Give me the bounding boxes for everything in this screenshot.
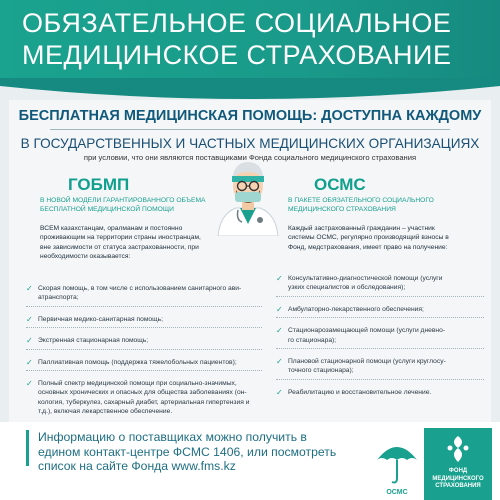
umbrella-icon <box>374 438 420 486</box>
left-body-line: ВСЕМ казахстанцам, оралманам и постоянно <box>40 225 183 232</box>
item-line: узких специалистов и обследования); <box>288 284 406 292</box>
right-note <box>288 196 434 214</box>
header-title-line2: МЕДИЦИНСКОЕ СТРАХОВАНИЕ <box>22 40 452 70</box>
left-body-line: проживающим на территории страны иностранцам, <box>40 234 201 242</box>
item-line: Консультативно-диагностической помощи (услуги <box>288 275 443 282</box>
checkmark-icon: ✓ <box>276 387 283 397</box>
item-line: кология, туберкулез, сахарный диабет, артериальная гипертензия и <box>38 398 250 406</box>
item-line: Скорая помощь, в том числе с использованием санитарного ави- <box>38 285 242 292</box>
left-title: ГОБМП <box>68 175 130 194</box>
item-line: Реабилитацию и восстановительное лечение. <box>288 388 432 396</box>
right-body-line: Фонд, медстрахования, имеет право на получение: <box>288 243 448 251</box>
ornament-icon <box>446 434 470 464</box>
checkmark-icon: ✓ <box>276 326 283 336</box>
right-list-item <box>276 305 484 318</box>
right-body-line: системы ОСМС, регулярно производящий взносы в <box>288 234 449 242</box>
header-title-line1: ОБЯЗАТЕЛЬНОЕ СОЦИАЛЬНОЕ <box>22 8 452 38</box>
checkmark-icon: ✓ <box>26 357 33 367</box>
item-line: Плановой стационарной помощи (услуги круглосу- <box>288 358 446 366</box>
doctor-illustration <box>214 158 282 236</box>
checkmark-icon: ✓ <box>276 304 283 314</box>
checkmark-icon: ✓ <box>26 379 33 389</box>
left-list-item <box>26 336 262 349</box>
right-body-line: Каждый застрахованный гражданин – участник <box>288 225 435 232</box>
footer-line: едином контакт-центре ФСМС 1406, или посмотреть <box>38 444 337 459</box>
right-list-item <box>276 357 484 380</box>
right-list-item <box>276 326 484 349</box>
item-line: атранспорта; <box>38 294 79 302</box>
banner-title: БЕСПЛАТНАЯ МЕДИЦИНСКАЯ ПОМОЩЬ: ДОСТУПНА КАЖДОМУ <box>18 108 482 124</box>
fund-logo <box>424 428 492 500</box>
footer-line: список на сайте Фонда www.fms.kz <box>38 459 236 473</box>
footer-info <box>38 430 336 474</box>
subtitle-note: при условии, что они являются поставщиками Фонда социального медицинского страхования <box>83 153 417 162</box>
footer-accent-bar <box>26 430 29 466</box>
checkmark-icon: ✓ <box>26 314 33 324</box>
left-list-item <box>26 358 262 371</box>
footer-line: Информацию о поставщиках можно получить в <box>38 430 307 444</box>
left-note-line: БЕСПЛАТНОЙ МЕДИЦИНСКОЙ ПОМОЩИ <box>40 206 174 213</box>
fund-logo-line: ФОНД <box>448 468 468 474</box>
fund-logo-text <box>424 468 492 491</box>
item-line: точного стационара); <box>288 367 354 375</box>
checkmark-icon: ✓ <box>26 336 33 346</box>
item-line: Паллиативная помощь (поддержка тяжелобольных пациентов); <box>38 358 237 366</box>
item-line: основных хронических и опасных для общества заболеваниях (он- <box>38 389 247 397</box>
left-body-line: необходимости оказывается: <box>40 253 131 261</box>
right-list-item <box>276 274 484 297</box>
item-line: Полный спектр медицинской помощи при социально-значимых, <box>38 380 237 388</box>
left-body <box>40 224 240 262</box>
header-banner <box>0 0 500 82</box>
right-note-line: МЕДИЦИНСКОГО СТРАХОВАНИЯ <box>288 206 396 213</box>
osms-logo-text: ОСМС <box>386 489 408 496</box>
left-list-item <box>26 315 262 328</box>
left-list-item <box>26 379 262 417</box>
right-title: ОСМС <box>314 175 366 194</box>
left-note-line: В НОВОЙ МОДЕЛИ ГАРАНТИРОВАННОГО ОБЪЕМА <box>40 197 206 204</box>
item-line: Первичная медико-санитарная помощь; <box>38 315 163 323</box>
left-list-item <box>26 284 262 307</box>
fund-logo-line: СТРАХОВАНИЯ <box>435 483 481 489</box>
right-body <box>288 224 478 252</box>
subtitle: В ГОСУДАРСТВЕННЫХ И ЧАСТНЫХ МЕДИЦИНСКИХ ОРГАНИЗАЦИЯХ <box>20 136 480 151</box>
osms-logo <box>374 438 420 496</box>
checkmark-icon: ✓ <box>276 357 283 367</box>
left-list <box>26 284 262 417</box>
item-line: Амбулаторно-лекарственного обеспечения; <box>288 305 424 313</box>
right-list <box>276 274 484 397</box>
fund-logo-line: МЕДИЦИНСКОГО <box>432 475 484 482</box>
right-note-line: В ПАКЕТЕ ОБЯЗАТЕЛЬНОГО СОЦИАЛЬНОГО <box>288 197 434 204</box>
item-line: т.д.), включая лекарственное обеспечение. <box>38 408 173 416</box>
divider <box>50 129 450 130</box>
left-note <box>40 196 205 214</box>
item-line: Стационарозамещающей помощи (услуги дневно- <box>288 327 446 335</box>
item-line: Экстренная стационарная помощь; <box>38 337 149 345</box>
left-body-line: вне зависимости от статуса застрахованности, при <box>40 243 199 251</box>
checkmark-icon: ✓ <box>276 274 283 283</box>
right-list-item <box>276 388 484 397</box>
checkmark-icon: ✓ <box>26 284 33 293</box>
item-line: го стационара); <box>288 336 337 344</box>
